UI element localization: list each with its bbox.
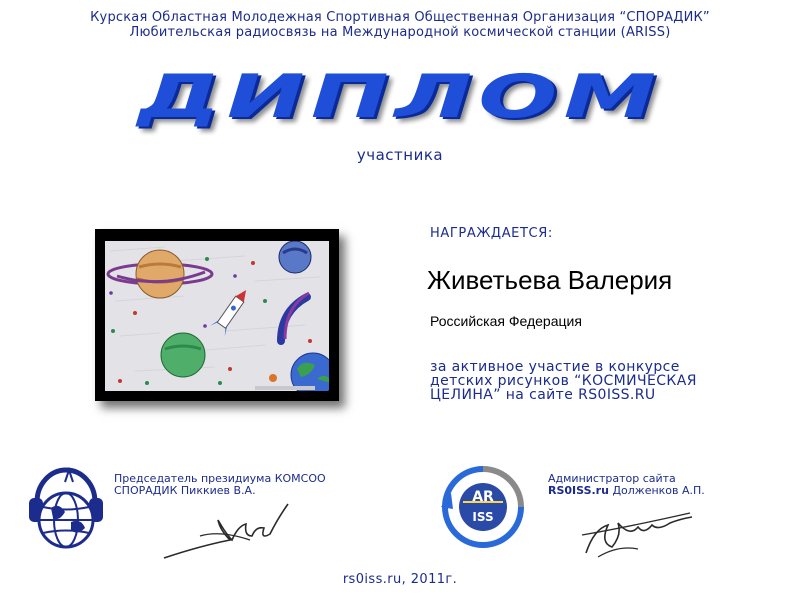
right-signatory-name: Долженков А.П. <box>612 484 705 497</box>
footer-site-year: rs0iss.ru, 2011г. <box>342 572 458 587</box>
signature-right-icon <box>578 505 698 565</box>
children-drawing-image <box>105 241 329 391</box>
ariss-logo-icon <box>437 463 529 549</box>
right-signatory-title: Администратор сайта <box>548 472 676 485</box>
drawing-frame <box>95 229 339 401</box>
diploma-subtitle: участника <box>356 146 444 164</box>
globe-headphones-logo-icon <box>25 462 107 554</box>
right-signatory-site: RS0ISS.ru <box>548 484 609 497</box>
diploma-title: ДИПЛОМ <box>137 62 663 132</box>
signature-left-icon <box>160 500 295 565</box>
ariss-logo-line1: AR <box>472 489 494 505</box>
right-signatory-line <box>548 485 705 497</box>
program-name: Любительская радиосвязь на Международной космической станции (ARISS) <box>129 25 671 40</box>
left-signatory-name: СПОРАДИК Пиккиев В.А. <box>114 484 256 497</box>
awarded-label: НАГРАЖДАЕТСЯ: <box>430 226 553 241</box>
left-signatory-title: Председатель президиума КОМСОО <box>114 472 326 485</box>
award-reason-line: ЦЕЛИНА” на сайте RS0ISS.RU <box>430 387 656 403</box>
recipient-country: Российская Федерация <box>430 313 582 329</box>
organization-name: Курская Областная Молодежная Спортивная Общественная Организация “СПОРАДИК” <box>90 10 710 25</box>
award-reason-line: детских рисунков “КОСМИЧЕСКАЯ <box>430 373 697 389</box>
award-reason-line: за активное участие в конкурсе <box>430 359 680 375</box>
ariss-logo-line2: ISS <box>472 510 494 524</box>
recipient-name: Живетьева Валерия <box>427 265 673 295</box>
